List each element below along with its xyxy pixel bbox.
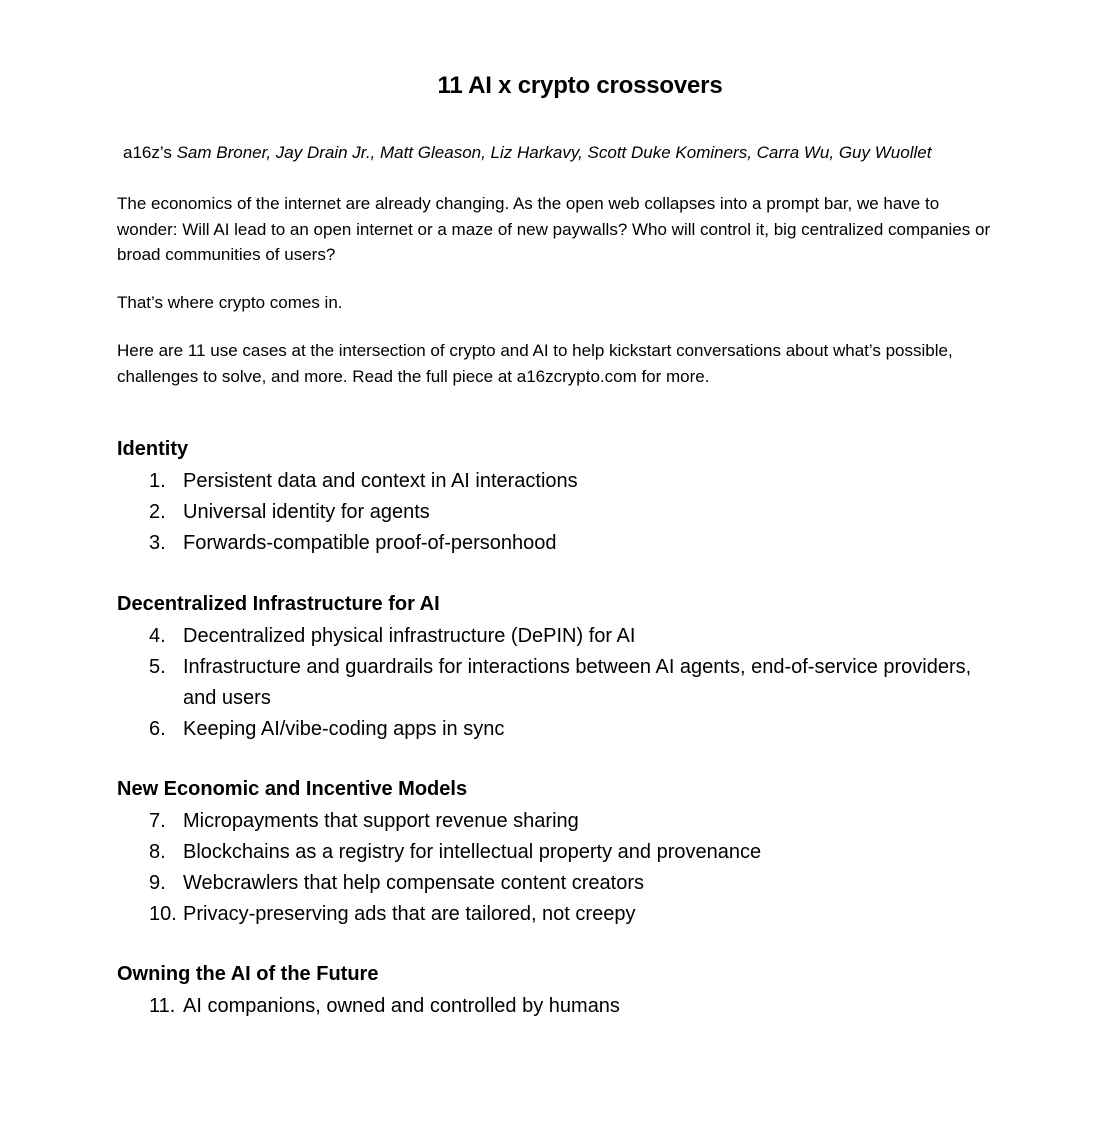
byline-prefix: a16z’s bbox=[123, 143, 177, 162]
item-text: Blockchains as a registry for intellectual property and provenance bbox=[183, 841, 762, 863]
list-item bbox=[117, 991, 997, 1022]
crypto-paragraph: That’s where crypto comes in. bbox=[117, 293, 343, 312]
section-heading-economic-models: New Economic and Incentive Models bbox=[117, 778, 468, 800]
item-text: Micropayments that support revenue sharing bbox=[183, 810, 579, 832]
byline-authors: Sam Broner, Jay Drain Jr., Matt Gleason, Liz Harkavy, Scott Duke Kominers, Carra Wu, Guy Wuollet bbox=[176, 143, 932, 162]
list-item bbox=[117, 621, 997, 652]
list-identity bbox=[117, 466, 997, 559]
section-heading-identity: Identity bbox=[117, 438, 189, 460]
list-item bbox=[117, 714, 997, 745]
list-item bbox=[117, 497, 997, 528]
list-item bbox=[117, 466, 997, 497]
item-number: 5. bbox=[149, 656, 166, 678]
list-decentralized-infrastructure bbox=[117, 621, 997, 745]
item-text: Infrastructure and guardrails for interactions between AI agents, end-of-service providers, and users bbox=[183, 656, 972, 709]
list-item bbox=[117, 868, 997, 899]
item-number: 10. bbox=[149, 903, 177, 925]
item-text: Keeping AI/vibe-coding apps in sync bbox=[183, 718, 505, 740]
item-text: AI companions, owned and controlled by humans bbox=[183, 995, 620, 1017]
item-number: 6. bbox=[149, 718, 166, 740]
item-number: 9. bbox=[149, 872, 166, 894]
item-text: Universal identity for agents bbox=[183, 501, 430, 523]
intro-paragraph: The economics of the internet are already changing. As the open web collapses into a prompt bar, we have to wonder: Will AI lead to an open internet or a maze of new paywalls? Who will control it, big centralized companies or broad communities of users? bbox=[117, 194, 991, 264]
list-item bbox=[117, 652, 997, 714]
item-text: Persistent data and context in AI interactions bbox=[183, 470, 578, 492]
item-number: 2. bbox=[149, 501, 166, 523]
section-heading-decentralized-infrastructure: Decentralized Infrastructure for AI bbox=[117, 593, 440, 615]
item-text: Webcrawlers that help compensate content creators bbox=[183, 872, 644, 894]
item-number: 3. bbox=[149, 532, 166, 554]
item-text: Privacy-preserving ads that are tailored, not creepy bbox=[183, 903, 636, 925]
byline bbox=[123, 143, 931, 163]
item-number: 4. bbox=[149, 625, 166, 647]
item-text: Forwards-compatible proof-of-personhood bbox=[183, 532, 557, 554]
list-item bbox=[117, 806, 997, 837]
section-heading-owning-ai: Owning the AI of the Future bbox=[117, 963, 379, 985]
list-item bbox=[117, 528, 997, 559]
list-item bbox=[117, 899, 997, 930]
list-economic-models bbox=[117, 806, 997, 930]
use-cases-paragraph: Here are 11 use cases at the intersection of crypto and AI to help kickstart conversations about what’s possible, challenges to solve, and more. Read the full piece at a16zcrypto.com for more. bbox=[117, 341, 953, 386]
item-number: 1. bbox=[149, 470, 166, 492]
page-title: 11 AI x crypto crossovers bbox=[437, 72, 723, 99]
item-number: 8. bbox=[149, 841, 166, 863]
item-number: 11. bbox=[149, 995, 176, 1017]
list-owning-ai bbox=[117, 991, 997, 1022]
list-item bbox=[117, 837, 997, 868]
item-text: Decentralized physical infrastructure (DePIN) for AI bbox=[183, 625, 636, 647]
item-number: 7. bbox=[149, 810, 166, 832]
